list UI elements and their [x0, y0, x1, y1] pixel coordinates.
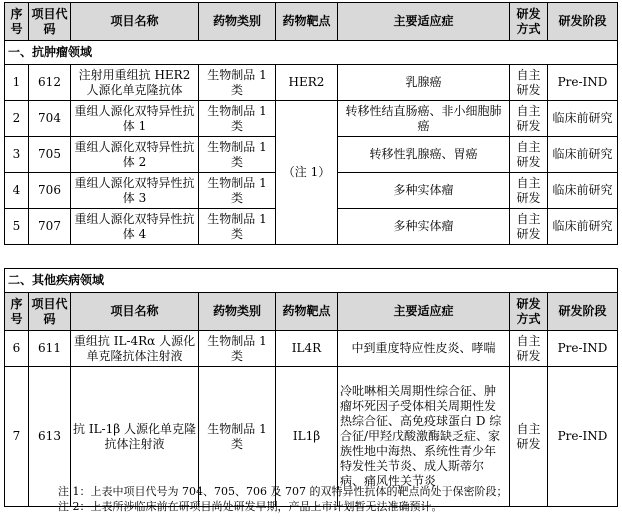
cell-name: 重组人源化双特异性抗体 1	[71, 101, 199, 137]
section-title: 一、抗肿瘤领域	[5, 41, 618, 65]
header-stage: 研发阶段	[548, 3, 618, 41]
cell-indication: 中到重度特应性皮炎、哮喘	[338, 331, 510, 367]
cell-type: 生物制品 1 类	[199, 209, 276, 245]
header-indication: 主要适应症	[338, 3, 510, 41]
cell-code: 611	[29, 331, 71, 367]
section-row	[5, 269, 618, 293]
footnote-2: 注 2：上表所涉临床前在研项目尚处研发早期，产品上市计划暂无法准确预计。	[58, 500, 443, 513]
cell-target: IL1β	[276, 367, 338, 507]
cell-name: 注射用重组抗 HER2 人源化单克隆抗体	[71, 65, 199, 101]
cell-stage: 临床前研究	[548, 209, 618, 245]
cell-method: 自主研发	[510, 65, 548, 101]
section-title: 二、其他疾病领域	[5, 269, 618, 293]
cell-indication: 冷吡啉相关周期性综合征、肿瘤坏死因子受体相关周期性发热综合征、高免疫球蛋白 D 综合征/甲羟戊酸激酶缺乏症、家族性地中海热、系统性青少年特发性关节炎、成人斯蒂尔病、痛风性关节炎	[338, 367, 510, 507]
footnotes	[58, 484, 507, 514]
cell-stage: Pre-IND	[548, 367, 618, 507]
cell-stage: 临床前研究	[548, 101, 618, 137]
cell-method: 自主研发	[510, 209, 548, 245]
cell-method: 自主研发	[510, 101, 548, 137]
header-indication: 主要适应症	[338, 293, 510, 331]
header-code: 项目代码	[29, 293, 71, 331]
cell-stage: Pre-IND	[548, 65, 618, 101]
cell-code: 706	[29, 173, 71, 209]
cell-type: 生物制品 1 类	[199, 173, 276, 209]
cell-target-shared: （注 1）	[276, 101, 338, 245]
cell-no: 6	[5, 331, 29, 367]
cell-name: 重组人源化双特异性抗体 3	[71, 173, 199, 209]
cell-name: 抗 IL-1β 人源化单克隆抗体注射液	[71, 367, 199, 507]
cell-code: 612	[29, 65, 71, 101]
header-target: 药物靶点	[276, 3, 338, 41]
cell-stage: 临床前研究	[548, 173, 618, 209]
table-row	[5, 331, 618, 367]
cell-name: 重组人源化双特异性抗体 2	[71, 137, 199, 173]
pipeline-table-oncology	[4, 2, 618, 245]
cell-method: 自主研发	[510, 367, 548, 507]
cell-indication: 乳腺癌	[338, 65, 510, 101]
cell-no: 3	[5, 137, 29, 173]
cell-indication: 转移性结直肠癌、非小细胞肺癌	[338, 101, 510, 137]
cell-type: 生物制品 1 类	[199, 331, 276, 367]
cell-code: 705	[29, 137, 71, 173]
cell-indication: 多种实体瘤	[338, 209, 510, 245]
cell-type: 生物制品 1 类	[199, 137, 276, 173]
header-type: 药物类别	[199, 3, 276, 41]
table-row	[5, 65, 618, 101]
header-stage: 研发阶段	[548, 293, 618, 331]
cell-code: 707	[29, 209, 71, 245]
header-method: 研发方式	[510, 3, 548, 41]
cell-name: 重组抗 IL-4Rα 人源化单克隆抗体注射液	[71, 331, 199, 367]
cell-name: 重组人源化双特异性抗体 4	[71, 209, 199, 245]
header-target: 药物靶点	[276, 293, 338, 331]
header-no: 序号	[5, 3, 29, 41]
section-row	[5, 41, 618, 65]
cell-stage: Pre-IND	[548, 331, 618, 367]
header-name: 项目名称	[71, 3, 199, 41]
header-name: 项目名称	[71, 293, 199, 331]
cell-no: 1	[5, 65, 29, 101]
cell-code: 704	[29, 101, 71, 137]
footnote-1: 注 1：上表中项目代号为 704、705、706 及 707 的双特异性抗体的靶点尚处于保密阶段；	[58, 485, 508, 498]
pipeline-table-other	[4, 268, 618, 507]
cell-method: 自主研发	[510, 173, 548, 209]
cell-target: IL4R	[276, 331, 338, 367]
table-row	[5, 101, 618, 137]
cell-type: 生物制品 1 类	[199, 101, 276, 137]
cell-no: 5	[5, 209, 29, 245]
header-type: 药物类别	[199, 293, 276, 331]
cell-code: 613	[29, 367, 71, 507]
header-code: 项目代码	[29, 3, 71, 41]
cell-indication: 多种实体瘤	[338, 173, 510, 209]
table-header-row	[5, 293, 618, 331]
cell-type: 生物制品 1 类	[199, 65, 276, 101]
cell-stage: 临床前研究	[548, 137, 618, 173]
table-header-row	[5, 3, 618, 41]
cell-method: 自主研发	[510, 137, 548, 173]
cell-indication: 转移性乳腺癌、胃癌	[338, 137, 510, 173]
cell-no: 4	[5, 173, 29, 209]
cell-type: 生物制品 1 类	[199, 367, 276, 507]
cell-no: 7	[5, 367, 29, 507]
cell-no: 2	[5, 101, 29, 137]
header-method: 研发方式	[510, 293, 548, 331]
cell-method: 自主研发	[510, 331, 548, 367]
cell-target: HER2	[276, 65, 338, 101]
header-no: 序号	[5, 293, 29, 331]
